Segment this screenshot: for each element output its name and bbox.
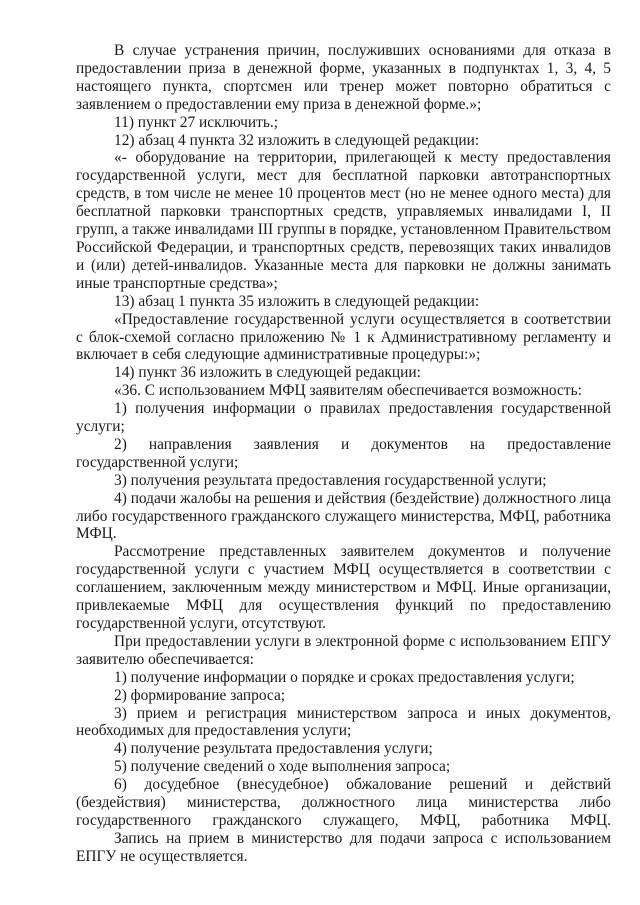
paragraph-parking: «- оборудование на территории, прилегающей к месту предоставления государственной услуги, мест для бесплатной парковки автотранспортных средств, в том числе не менее 10 процентов мест (но не менее одного места) для бесплатной парковки транспортных средств, управляемых инвалидами I, II групп, а также инвалидами III группы в порядке, установленном Правительством Российской Федерации, и транспортных средств, перевозящих таких инвалидов и (или) детей-инвалидов. Указанные места для парковки не должны занимать иные транспортные средства»; — [76, 149, 611, 292]
list-item-mfc-4: 4) подачи жалобы на решения и действия (бездействие) должностного лица либо государственного гражданского служащего министерства, МФЦ, работника МФЦ. — [76, 489, 611, 543]
list-item-epgu-1: 1) получение информации о порядке и сроках предоставления услуги; — [114, 668, 575, 686]
paragraph-block-scheme: «Предоставление государственной услуги осуществляется в соответствии с блок-схемой согласно приложению № 1 к Административному регламенту и включает в себя следующие административные процедуры:»; — [76, 310, 611, 364]
paragraph-mfc-intro: «36. С использованием МФЦ заявителям обеспечивается возможность: — [114, 382, 582, 400]
paragraph-epgu-appointment: Запись на прием в министерство для подачи запроса с использованием ЕПГУ не осуществляется. — [76, 829, 611, 865]
list-item-epgu-6: 6) досудебное (внесудебное) обжалование решений и действий (бездействия) министерства, должностного лица министерства либо государственного гражданского служащего, МФЦ, работника МФЦ. — [76, 776, 611, 829]
paragraph-item-13: 13) абзац 1 пункта 35 изложить в следующей редакции: — [114, 292, 480, 310]
paragraph-item-11: 11) пункт 27 исключить.; — [114, 113, 279, 131]
paragraph-item-14: 14) пункт 36 изложить в следующей редакции: — [114, 364, 421, 382]
paragraph-mfc-agreement: Рассмотрение представленных заявителем документов и получение государственной услуги с участием МФЦ осуществляется в соответствии с соглашением, заключенным между министерством и МФЦ. Иные организации, привлекаемые МФЦ для осуществления функций по предоставлению государственной услуги, отсутствуют. — [76, 543, 611, 632]
list-item-epgu-2: 2) формирование запроса; — [114, 686, 286, 704]
paragraph-item-12: 12) абзац 4 пункта 32 изложить в следующей редакции: — [114, 131, 480, 149]
document-page — [76, 42, 611, 866]
paragraph-epgu-intro: При предоставлении услуги в электронной форме с использованием ЕПГУ заявителю обеспечивается: — [76, 632, 611, 668]
list-item-epgu-3: 3) прием и регистрация министерством запроса и иных документов, необходимых для предоставления услуги; — [76, 704, 611, 740]
list-item-mfc-1: 1) получения информации о правилах предоставления государственной услуги; — [76, 400, 611, 436]
list-item-mfc-3: 3) получения результата предоставления государственной услуги; — [114, 471, 547, 489]
list-item-epgu-5: 5) получение сведений о ходе выполнения запроса; — [114, 758, 451, 776]
list-item-mfc-2: 2) направления заявления и документов на предоставление государственной услуги; — [76, 435, 611, 471]
list-item-epgu-4: 4) получение результата предоставления услуги; — [114, 740, 433, 758]
paragraph-prize-refusal: В случае устранения причин, послуживших основаниями для отказа в предоставлении приза в денежной форме, указанных в подпунктах 1, 3, 4, 5 настоящего пункта, спортсмен или тренер может повторно обратиться с заявлением о предоставлении ему приза в денежной форме.»; — [76, 42, 611, 113]
